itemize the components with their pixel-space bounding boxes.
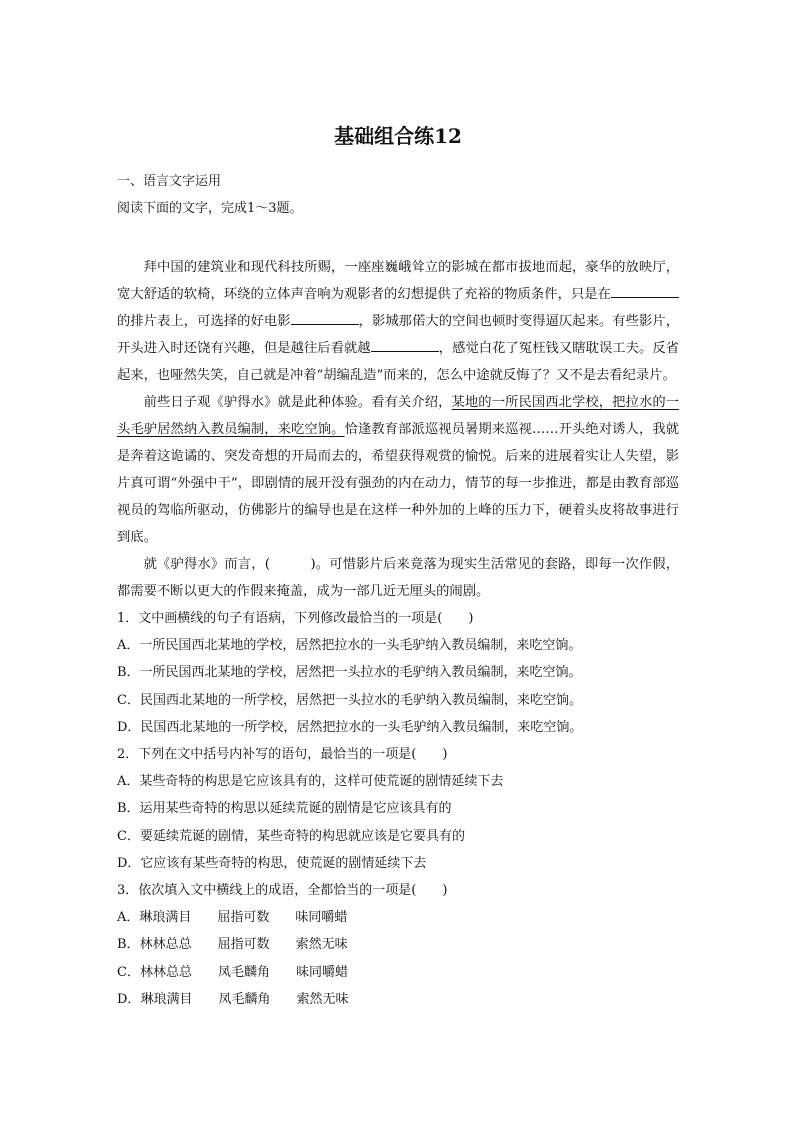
idiom-1: 林林总总: [139, 964, 192, 980]
reading-passage: [117, 254, 679, 605]
idiom-2: 凤毛麟角: [218, 991, 271, 1007]
idiom-1: 林林总总: [139, 937, 192, 953]
option-1-b: B．一所民国西北某地的学校，居然把一头拉水的毛驴纳入教员编制，来吃空饷。: [117, 665, 582, 681]
fill-blank-1: [611, 283, 679, 298]
question-stem-1: 1．文中画横线的句子有语病，下列修改最恰当的一项是( ): [117, 611, 474, 626]
passage-text: 前些日子观《驴得水》就是此种体验。看有关介绍，: [143, 395, 452, 410]
option-2-c: C．要延续荒诞的剧情，某些奇特的构思就应该是它要具有的: [117, 828, 465, 844]
passage-text: ，感觉白花了冤枉钱又瞎耽误工夫。反省起来，也哑然失笑，自己就是冲着“胡编乱造”而来的，怎么中途就反悔了？又不是去看纪录片。: [117, 341, 680, 383]
option-2-b: B．运用某些奇特的构思以延续荒诞的剧情是它应该具有的: [117, 801, 452, 817]
instruction-text: 阅读下面的文字，完成1～3题。: [117, 201, 303, 216]
option-1-c: C．民国西北某地的一所学校，居然把一头拉水的毛驴纳入教员编制，来吃空饷。: [117, 692, 582, 708]
option-label: B．: [117, 937, 140, 953]
option-1-a: A．一所民国西北某地的学校，居然把拉水的一头毛驴纳入教员编制，来吃空饷。: [117, 638, 582, 654]
question-stem-2: 2．下列在文中括号内补写的语句，最恰当的一项是( ): [117, 747, 448, 763]
fill-blank-3: [371, 337, 439, 352]
idiom-3: 味同嚼蜡: [295, 964, 348, 980]
passage-paragraph-2: [117, 389, 679, 551]
underlined-sentence: 某地的一所民国西北学校，把拉水的一头毛驴居然纳入教员编制，来吃空饷。: [117, 395, 680, 437]
option-3-d: [117, 986, 679, 1013]
idiom-1: 琳琅满目: [139, 910, 192, 926]
idiom-3: 索然无味: [295, 937, 348, 953]
option-2-a: A．某些奇特的构思是它应该具有的，这样可使荒诞的剧情延续下去: [117, 774, 504, 790]
option-3-c: [117, 959, 679, 986]
fill-blank-2: [291, 310, 359, 325]
passage-paragraph-1: [117, 254, 679, 389]
option-1-d: D．民国西北某地的一所学校，居然把拉水的一头毛驴纳入教员编制，来吃空饷。: [117, 719, 583, 735]
question-stem-3: 3．依次填入文中横线上的成语，全都恰当的一项是( ): [117, 883, 448, 899]
passage-paragraph-3: 就《驴得水》而言，( )。可惜影片后来竟落为现实生活常见的套路，即每一次作假，都需要不断以更大的作假来掩盖，成为一部几近无厘头的闹剧。: [117, 557, 679, 599]
option-2-d: D．它应该有某些奇特的构思，使荒诞的剧情延续下去: [117, 855, 427, 871]
option-label: A．: [117, 910, 140, 926]
option-label: D．: [117, 991, 141, 1007]
passage-text: ，影城那偌大的空间也顿时变得逼仄起来。有些影片，开头进入时还饶有兴趣，但是越往后看就越: [117, 314, 680, 356]
option-3-a: [117, 904, 679, 931]
option-3-b: [117, 931, 679, 958]
idiom-2: 屈指可数: [217, 910, 270, 926]
passage-text: 的排片表上，可选择的好电影: [117, 314, 291, 329]
idiom-1: 琳琅满目: [140, 991, 193, 1007]
idiom-2: 凤毛麟角: [217, 964, 270, 980]
idiom-3: 味同嚼蜡: [295, 910, 348, 926]
passage-text: 拜中国的建筑业和现代科技所赐，一座座巍峨耸立的影城在都市拔地而起，豪华的放映厅，宽大舒适的软椅，环绕的立体声音响为观影者的幻想提供了充裕的物质条件，只是在: [117, 260, 679, 302]
idiom-2: 屈指可数: [217, 937, 270, 953]
idiom-3: 索然无味: [296, 991, 349, 1007]
section-heading: 一、语言文字运用: [117, 174, 222, 189]
option-label: C．: [117, 964, 140, 980]
question-list: [117, 605, 679, 1013]
page-title: 基础组合练12: [334, 124, 462, 148]
passage-text: 恰逢教育部派巡视员暑期来巡视……开头绝对诱人，我就是奔着这诡谲的、突发奇想的开局而去的，希望获得观赏的愉悦。后来的进展着实让人失望，影片真可谓“外强中干”，即剧情的展开没有强劲的内在动力，情节的每一步推进，都是由教育部巡视员的驾临所驱动，仿佛影片的编导也是在这样一种外加的上峰的压力下，硬着头皮将故事进行到底。: [117, 422, 680, 545]
